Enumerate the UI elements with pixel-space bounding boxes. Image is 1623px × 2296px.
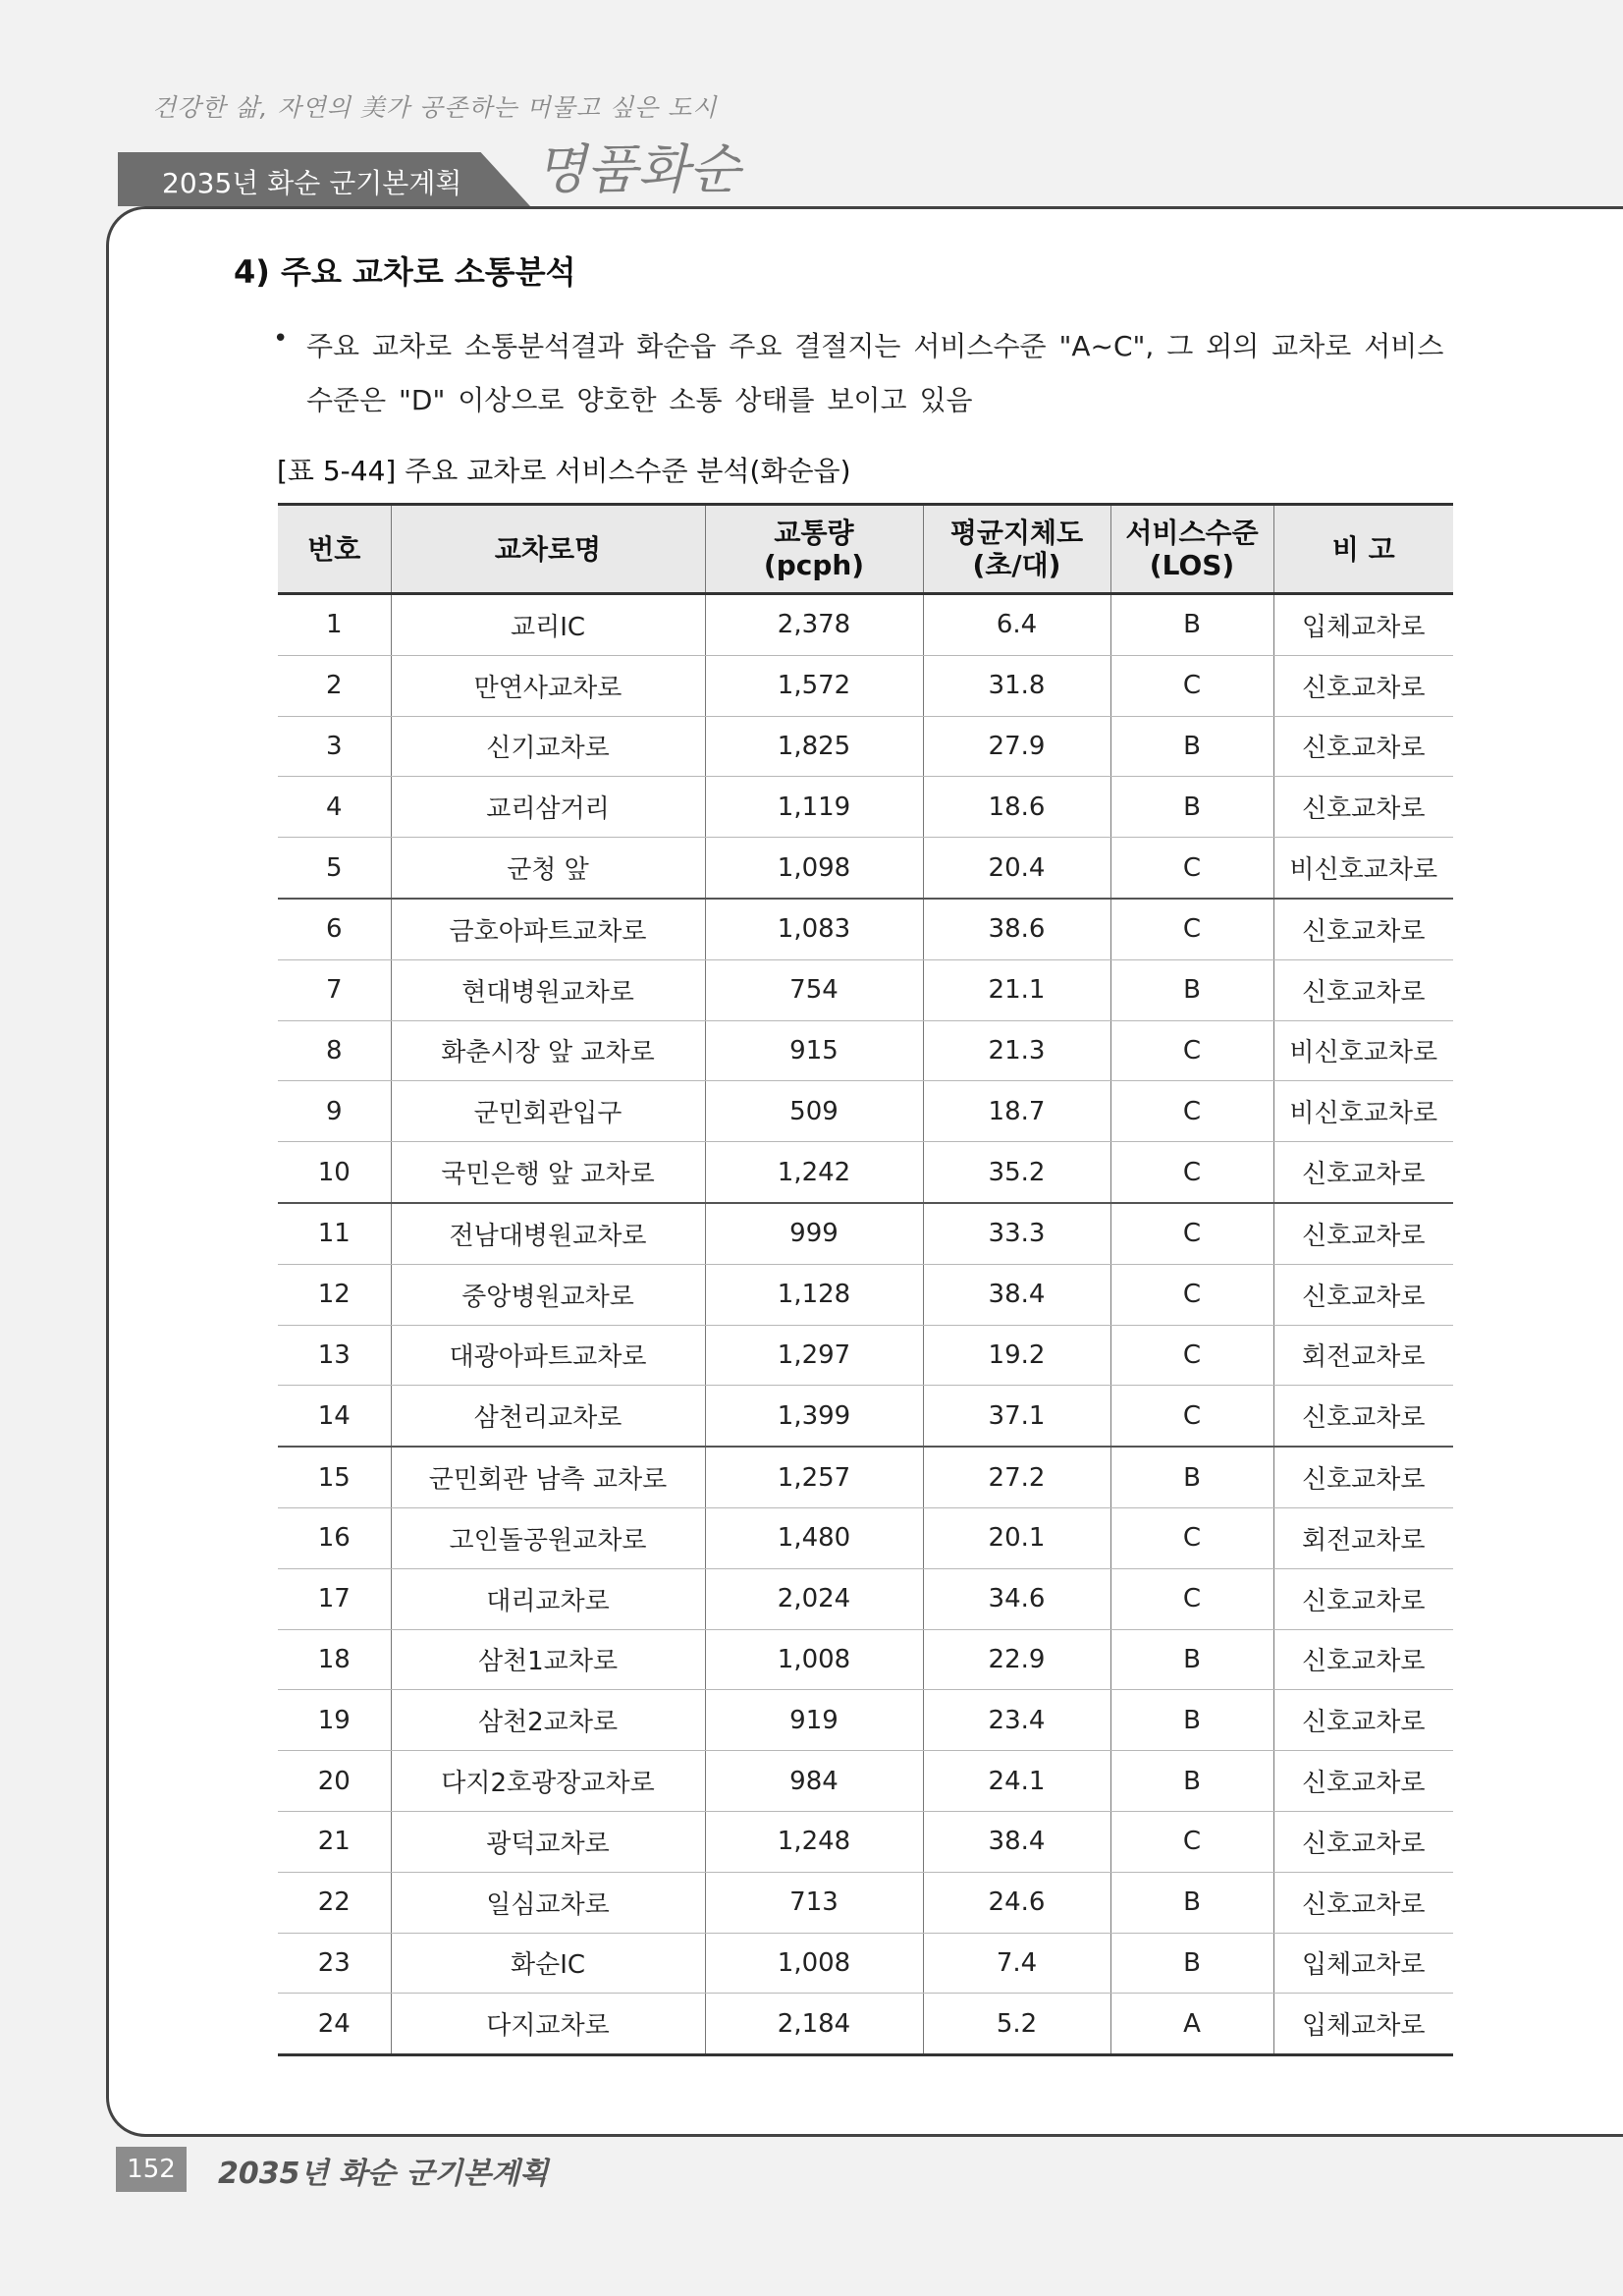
cell-note: 신호교차로 [1273,899,1453,959]
cell-name: 광덕교차로 [391,1811,705,1872]
header-delay-unit: (초/대) [972,549,1061,581]
cell-note: 신호교차로 [1273,777,1453,838]
cell-volume: 1,572 [705,655,923,716]
table-row [278,655,1453,716]
cell-no: 6 [278,899,391,959]
table-row [278,1386,1453,1447]
cell-los: C [1110,1811,1273,1872]
header-volume-label: 교통량 [774,517,854,549]
cell-volume: 1,008 [705,1629,923,1690]
cell-los: C [1110,1386,1273,1447]
cell-name: 화순IC [391,1933,705,1994]
cell-note: 신호교차로 [1273,1386,1453,1447]
cell-volume: 1,098 [705,838,923,899]
cell-no: 2 [278,655,391,716]
cell-los: C [1110,899,1273,959]
header-slogan: 건강한 삶, 자연의 美가 공존하는 머물고 싶은 도시 [152,93,718,122]
cell-note: 신호교차로 [1273,1751,1453,1812]
cell-los: B [1110,1751,1273,1812]
cell-no: 13 [278,1325,391,1386]
cell-name: 일심교차로 [391,1872,705,1933]
cell-delay: 33.3 [923,1203,1110,1264]
table-row [278,1325,1453,1386]
table-row [278,1629,1453,1690]
cell-delay: 6.4 [923,594,1110,656]
header-delay [923,505,1110,594]
cell-note: 비신호교차로 [1273,838,1453,899]
cell-los: C [1110,1142,1273,1203]
cell-no: 10 [278,1142,391,1203]
cell-delay: 24.6 [923,1872,1110,1933]
cell-note: 입체교차로 [1273,1994,1453,2055]
table-row [278,1203,1453,1264]
cell-volume: 1,825 [705,716,923,777]
header-no: 번호 [278,505,391,594]
cell-volume: 1,119 [705,777,923,838]
cell-los: B [1110,1629,1273,1690]
footer-title: 2035년 화순 군기본계획 [218,2157,549,2191]
cell-name: 신기교차로 [391,716,705,777]
table-row [278,1690,1453,1751]
cell-volume: 984 [705,1751,923,1812]
cell-delay: 23.4 [923,1690,1110,1751]
cell-no: 21 [278,1811,391,1872]
cell-delay: 34.6 [923,1568,1110,1629]
cell-los: B [1110,1447,1273,1507]
cell-name: 중앙병원교차로 [391,1264,705,1325]
cell-delay: 18.7 [923,1081,1110,1142]
cell-delay: 20.4 [923,838,1110,899]
cell-volume: 509 [705,1081,923,1142]
header-name: 교차로명 [391,505,705,594]
cell-volume: 1,008 [705,1933,923,1994]
cell-delay: 27.9 [923,716,1110,777]
cell-volume: 1,242 [705,1142,923,1203]
cell-delay: 21.1 [923,959,1110,1020]
table-row [278,899,1453,959]
table-row [278,1081,1453,1142]
table-row [278,1872,1453,1933]
cell-no: 16 [278,1507,391,1568]
cell-note: 신호교차로 [1273,1203,1453,1264]
cell-name: 삼천리교차로 [391,1386,705,1447]
cell-volume: 2,184 [705,1994,923,2055]
cell-no: 7 [278,959,391,1020]
page-number: 152 [116,2147,187,2192]
cell-note: 신호교차로 [1273,1872,1453,1933]
table-row [278,1142,1453,1203]
header-note: 비 고 [1273,505,1453,594]
cell-no: 23 [278,1933,391,1994]
cell-name: 삼천2교차로 [391,1690,705,1751]
cell-delay: 18.6 [923,777,1110,838]
cell-note: 신호교차로 [1273,1568,1453,1629]
cell-los: A [1110,1994,1273,2055]
table-row [278,1447,1453,1507]
header-volume-unit: (pcph) [763,549,865,581]
cell-name: 군민회관입구 [391,1081,705,1142]
cell-name: 고인돌공원교차로 [391,1507,705,1568]
cell-note: 신호교차로 [1273,959,1453,1020]
cell-los: C [1110,1507,1273,1568]
table-row [278,838,1453,899]
cell-delay: 20.1 [923,1507,1110,1568]
cell-name: 국민은행 앞 교차로 [391,1142,705,1203]
cell-delay: 22.9 [923,1629,1110,1690]
cell-name: 금호아파트교차로 [391,899,705,959]
cell-volume: 1,257 [705,1447,923,1507]
table-caption: [표 5-44] 주요 교차로 서비스수준 분석(화순읍) [277,455,851,487]
cell-no: 1 [278,594,391,656]
cell-volume: 1,083 [705,899,923,959]
cell-name: 만연사교차로 [391,655,705,716]
cell-name: 현대병원교차로 [391,959,705,1020]
cell-volume: 1,128 [705,1264,923,1325]
cell-los: C [1110,1264,1273,1325]
cell-no: 12 [278,1264,391,1325]
cell-los: B [1110,777,1273,838]
cell-note: 비신호교차로 [1273,1081,1453,1142]
table-row [278,1264,1453,1325]
cell-volume: 1,297 [705,1325,923,1386]
cell-delay: 7.4 [923,1933,1110,1994]
brand-logo: 명품화순 [535,138,740,200]
cell-los: C [1110,655,1273,716]
cell-delay: 38.4 [923,1811,1110,1872]
cell-no: 4 [278,777,391,838]
cell-name: 군민회관 남측 교차로 [391,1447,705,1507]
cell-delay: 21.3 [923,1020,1110,1081]
cell-volume: 999 [705,1203,923,1264]
table-row [278,1568,1453,1629]
cell-note: 회전교차로 [1273,1325,1453,1386]
table-row [278,594,1453,656]
cell-no: 15 [278,1447,391,1507]
cell-delay: 38.4 [923,1264,1110,1325]
cell-delay: 37.1 [923,1386,1110,1447]
cell-name: 교리IC [391,594,705,656]
header-los-unit: (LOS) [1149,549,1235,581]
header-volume [705,505,923,594]
cell-note: 신호교차로 [1273,1811,1453,1872]
cell-no: 8 [278,1020,391,1081]
cell-los: C [1110,1020,1273,1081]
cell-volume: 915 [705,1020,923,1081]
cell-name: 전남대병원교차로 [391,1203,705,1264]
cell-no: 9 [278,1081,391,1142]
cell-volume: 1,480 [705,1507,923,1568]
cell-volume: 2,024 [705,1568,923,1629]
cell-los: C [1110,838,1273,899]
cell-no: 18 [278,1629,391,1690]
cell-note: 신호교차로 [1273,716,1453,777]
section-title: 4) 주요 교차로 소통분석 [234,253,576,291]
cell-no: 24 [278,1994,391,2055]
cell-note: 신호교차로 [1273,1447,1453,1507]
cell-name: 다지교차로 [391,1994,705,2055]
bullet-marker: • [273,324,289,354]
cell-no: 3 [278,716,391,777]
cell-no: 14 [278,1386,391,1447]
cell-note: 신호교차로 [1273,1142,1453,1203]
cell-note: 비신호교차로 [1273,1020,1453,1081]
cell-los: C [1110,1325,1273,1386]
table-row [278,1020,1453,1081]
cell-name: 군청 앞 [391,838,705,899]
header-los-label: 서비스수준 [1125,517,1259,549]
cell-delay: 31.8 [923,655,1110,716]
cell-los: C [1110,1568,1273,1629]
cell-los: B [1110,959,1273,1020]
cell-no: 5 [278,838,391,899]
table-row [278,1507,1453,1568]
cell-name: 교리삼거리 [391,777,705,838]
table-row [278,1751,1453,1812]
cell-no: 22 [278,1872,391,1933]
cell-volume: 1,248 [705,1811,923,1872]
cell-note: 신호교차로 [1273,655,1453,716]
cell-delay: 19.2 [923,1325,1110,1386]
cell-note: 신호교차로 [1273,1629,1453,1690]
cell-los: C [1110,1203,1273,1264]
cell-los: B [1110,1872,1273,1933]
table-row [278,1994,1453,2055]
cell-los: C [1110,1081,1273,1142]
cell-note: 입체교차로 [1273,594,1453,656]
cell-los: B [1110,716,1273,777]
cell-delay: 27.2 [923,1447,1110,1507]
cell-no: 20 [278,1751,391,1812]
cell-name: 대광아파트교차로 [391,1325,705,1386]
cell-name: 다지2호광장교차로 [391,1751,705,1812]
cell-los: B [1110,594,1273,656]
table-row [278,1933,1453,1994]
cell-name: 삼천1교차로 [391,1629,705,1690]
cell-note: 회전교차로 [1273,1507,1453,1568]
cell-volume: 1,399 [705,1386,923,1447]
cell-volume: 713 [705,1872,923,1933]
cell-note: 입체교차로 [1273,1933,1453,1994]
table-row [278,959,1453,1020]
table-row [278,1811,1453,1872]
table-row [278,716,1453,777]
los-table [278,503,1453,2056]
cell-delay: 35.2 [923,1142,1110,1203]
cell-delay: 24.1 [923,1751,1110,1812]
cell-volume: 919 [705,1690,923,1751]
header-los [1110,505,1273,594]
cell-delay: 5.2 [923,1994,1110,2055]
cell-los: B [1110,1690,1273,1751]
cell-no: 11 [278,1203,391,1264]
cell-name: 대리교차로 [391,1568,705,1629]
cell-no: 17 [278,1568,391,1629]
cell-note: 신호교차로 [1273,1690,1453,1751]
cell-delay: 38.6 [923,899,1110,959]
cell-volume: 2,378 [705,594,923,656]
cell-los: B [1110,1933,1273,1994]
table-header-row [278,505,1453,594]
header-document-title: 2035년 화순 군기본계획 [162,167,462,199]
cell-note: 신호교차로 [1273,1264,1453,1325]
table-row [278,777,1453,838]
header-delay-label: 평균지체도 [949,517,1084,549]
section-bullet-text: 주요 교차로 소통분석결과 화순읍 주요 결절지는 서비스수준 "A~C", 그 외의 교차로 서비스 수준은 "D" 이상으로 양호한 소통 상태를 보이고 있음 [306,330,1444,416]
cell-name: 화춘시장 앞 교차로 [391,1020,705,1081]
cell-volume: 754 [705,959,923,1020]
cell-no: 19 [278,1690,391,1751]
